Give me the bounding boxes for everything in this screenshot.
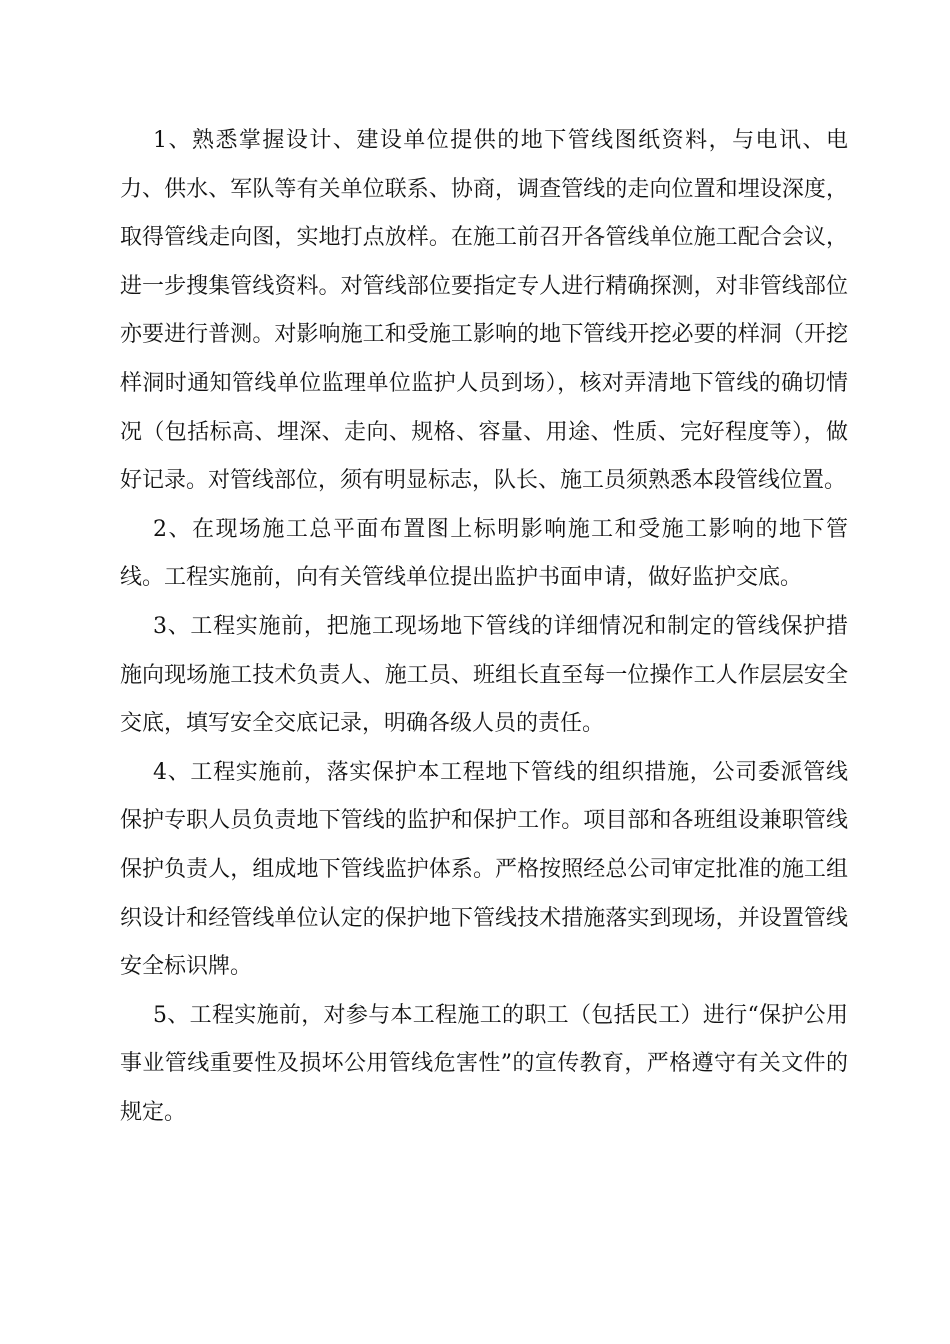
document-body [120, 117, 848, 1137]
paragraph-3: 3、工程实施前，把施工现场地下管线的详细情况和制定的管线保护措施向现场施工技术负责人、施工员、班组长直至每一位操作工人作层层安全交底，填写安全交底记录，明确各级人员的责任。 [120, 613, 848, 737]
paragraph-4: 4、工程实施前，落实保护本工程地下管线的组织措施，公司委派管线保护专职人员负责地下管线的监护和保护工作。项目部和各班组设兼职管线保护负责人，组成地下管线监护体系。严格按照经总公司审定批准的施工组织设计和经管线单位认定的保护地下管线技术措施落实到现场，并设置管线安全标识牌。 [120, 759, 848, 980]
paragraph-1: 1、熟悉掌握设计、建设单位提供的地下管线图纸资料，与电讯、电力、供水、军队等有关单位联系、协商，调查管线的走向位置和埋设深度，取得管线走向图，实地打点放样。在施工前召开各管线单位施工配合会议，进一步搜集管线资料。对管线部位要指定专人进行精确探测，对非管线部位亦要进行普测。对影响施工和受施工影响的地下管线开挖必要的样洞（开挖样洞时通知管线单位监理单位监护人员到场），核对弄清地下管线的确切情况（包括标高、埋深、走向、规格、容量、用途、性质、完好程度等），做好记录。对管线部位，须有明显标志，队长、施工员须熟悉本段管线位置。 [120, 128, 848, 494]
paragraph-2: 2、在现场施工总平面布置图上标明影响施工和受施工影响的地下管线。工程实施前，向有关管线单位提出监护书面申请，做好监护交底。 [120, 516, 848, 591]
paragraph-5: 5、工程实施前，对参与本工程施工的职工（包括民工）进行“保护公用事业管线重要性及损坏公用管线危害性”的宣传教育，严格遵守有关文件的规定。 [120, 1002, 848, 1125]
